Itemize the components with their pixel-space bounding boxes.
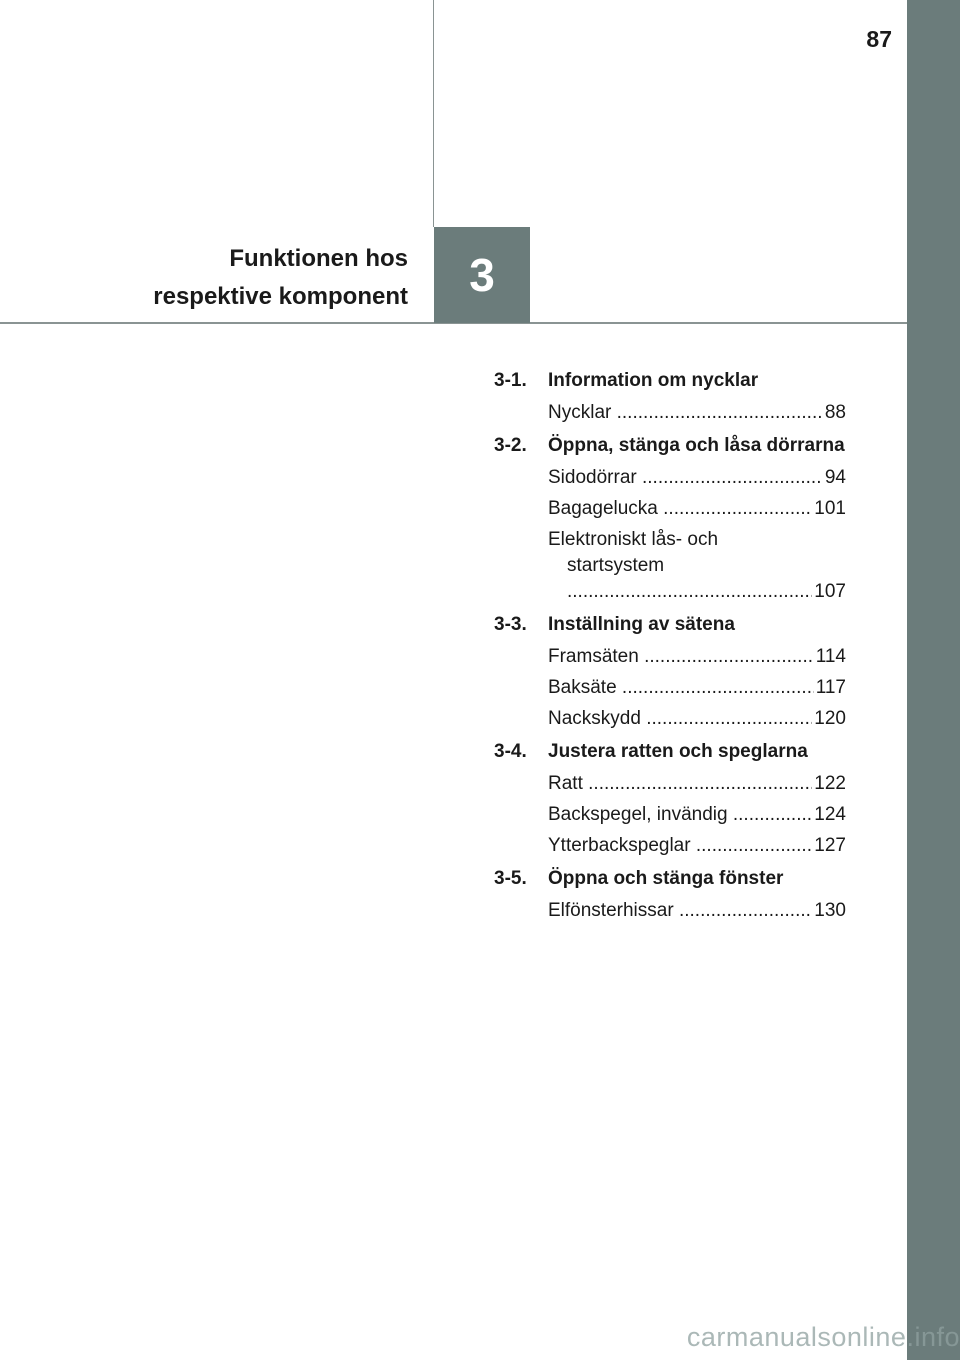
- entry-page: 127: [814, 835, 846, 856]
- toc-entry-backspegel[interactable]: [548, 802, 846, 828]
- toc-entry-framsaten[interactable]: [548, 644, 846, 670]
- section-title: Inställning av sätena: [548, 614, 735, 635]
- entry-page: 120: [814, 708, 846, 729]
- entry-page: 124: [814, 804, 846, 825]
- toc-entry-elfonsterhissar[interactable]: [548, 898, 846, 924]
- entry-page: 114: [815, 646, 846, 667]
- entry-title: Nackskydd .....: [548, 706, 812, 732]
- section-title: Justera ratten och speglarna: [548, 741, 808, 762]
- toc-entry-sidodorrar[interactable]: [548, 465, 846, 491]
- entry-title: Nycklar .....: [548, 400, 823, 426]
- toc-section-3-4: [494, 739, 846, 859]
- entry-title: Elektroniskt lås- och startsystem .....: [548, 527, 812, 605]
- entry-page: 101: [814, 498, 846, 519]
- section-heading[interactable]: [494, 739, 846, 765]
- entry-title: Ratt .....: [548, 771, 812, 797]
- chapter-title-line-2: respektive komponent: [153, 283, 408, 310]
- table-of-contents: [494, 368, 846, 931]
- chapter-title-line-1: Funktionen hos: [229, 245, 408, 272]
- toc-entry-baksate[interactable]: [548, 675, 846, 701]
- section-number: 3-2.: [494, 435, 527, 456]
- vertical-rule: [433, 0, 434, 227]
- entry-page: 117: [815, 677, 846, 698]
- chapter-side-tab: [907, 0, 960, 1360]
- entry-title: Elfönsterhissar .....: [548, 898, 812, 924]
- entry-page: 122: [814, 773, 846, 794]
- watermark: carmanualsonline.info: [686, 1322, 960, 1352]
- toc-entry-ratt[interactable]: [548, 771, 846, 797]
- entry-page: 94: [824, 467, 846, 488]
- chapter-number: 3: [469, 249, 495, 301]
- section-title: Öppna, stänga och låsa dörrarna: [548, 435, 845, 456]
- toc-section-3-2: [494, 433, 846, 605]
- entry-title: Baksäte .....: [548, 675, 814, 701]
- toc-entry-nycklar[interactable]: [548, 400, 846, 426]
- toc-entry-bagagelucka[interactable]: [548, 496, 846, 522]
- toc-section-3-1: [494, 368, 846, 426]
- entry-page: 107: [814, 581, 846, 602]
- section-heading[interactable]: [494, 368, 846, 394]
- toc-entry-elektroniskt-las[interactable]: [548, 527, 846, 605]
- entry-page: 130: [814, 900, 846, 921]
- section-number: 3-4.: [494, 741, 527, 762]
- entry-page: 88: [824, 402, 846, 423]
- section-title: Öppna och stänga fönster: [548, 868, 784, 889]
- section-heading[interactable]: [494, 433, 846, 459]
- section-number: 3-5.: [494, 868, 527, 889]
- entry-title: Bagagelucka .....: [548, 496, 812, 522]
- section-number: 3-1.: [494, 370, 527, 391]
- entry-title: Framsäten .....: [548, 644, 814, 670]
- chapter-title: [60, 240, 408, 316]
- page-number: 87: [866, 26, 892, 52]
- entry-title: Ytterbackspeglar .....: [548, 833, 812, 859]
- section-number: 3-3.: [494, 614, 527, 635]
- entry-title: Backspegel, invändig .....: [548, 802, 812, 828]
- section-heading[interactable]: [494, 866, 846, 892]
- chapter-number-box: [434, 227, 530, 323]
- toc-section-3-5: [494, 866, 846, 924]
- toc-entry-nackskydd[interactable]: [548, 706, 846, 732]
- toc-section-3-3: [494, 612, 846, 732]
- section-heading[interactable]: [494, 612, 846, 638]
- section-title: Information om nycklar: [548, 370, 759, 391]
- entry-title: Sidodörrar .....: [548, 465, 823, 491]
- toc-entry-ytterbackspeglar[interactable]: [548, 833, 846, 859]
